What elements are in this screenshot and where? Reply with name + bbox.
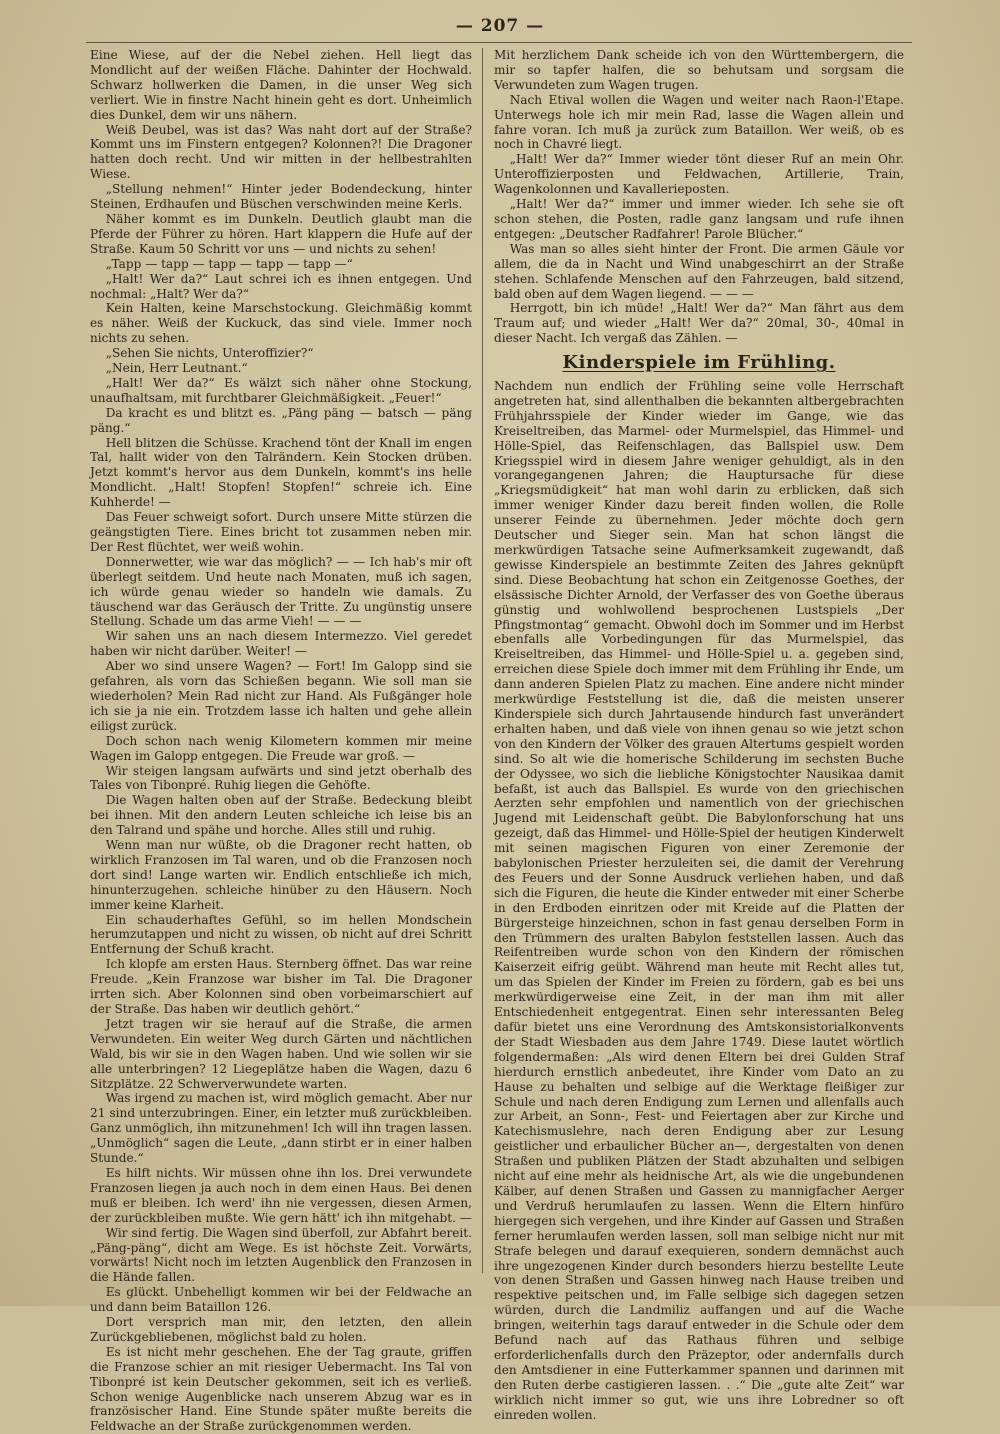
left-paragraph: Weiß Deubel, was ist das? Was naht dort auf der Straße? Kommt uns im Finstern entgegen? Kolonnen?! Die Dragoner hatten doch recht. Und wir mitten in der hellbestrahlten Wiese. [90,122,472,182]
left-paragraph: „Nein, Herr Leutnant.“ [105,361,248,376]
left-paragraph: Dort versprich man mir, den letzten, den allein Zurückgebliebenen, möglichst bald zu holen. [90,1315,472,1344]
left-paragraph: Aber wo sind unsere Wagen? — Fort! Im Galopp sind sie gefahren, als vorn das Schießen begann. Wie soll man sie wiederholen? Mein Rad nicht zur Hand. Als Fußgänger hole ich sie ja nie ein. Trotzdem lasse ich halten und gehe allein eiligst zurück. [90,659,472,733]
left-paragraph: Wir sahen uns an nach diesem Intermezzo. Viel geredet haben wir nicht darüber. Weiter! — [90,629,472,659]
column-divider [482,48,483,1273]
section-title: Kinderspiele im Frühling. [562,352,836,374]
right-top-paragraph: „Halt! Wer da?“ Immer wieder tönt dieser Ruf an mein Ohr. Unteroffizierposten und Feldwachen, Artillerie, Train, Wagenkolonnen und Kavallerieposten. [494,152,904,197]
left-paragraph: Kein Halten, keine Marschstockung. Gleichmäßig kommt es näher. Weiß der Kuckuck, das sind viele. Immer noch nichts zu sehen. [90,301,472,346]
header-rule [86,42,912,43]
left-paragraph: „Stellung nehmen!“ Hinter jeder Bodendeckung, hinter Steinen, Erdhaufen und Büschen verschwinden meine Kerls. [90,182,472,212]
right-top-paragraph: Herrgott, bin ich müde! „Halt! Wer da?“ Man fährt aus dem Traum auf; und wieder „Halt! Wer da?“ 20mal, 30-, 40mal in dieser Nacht. Ich vergaß das Zählen. — [494,301,904,346]
left-paragraph: Ein schauderhaftes Gefühl, so im hellen Mondschein herumzutappen und nicht zu wissen, ob nicht auf drei Schritt Entfernung der Schuß kracht. [90,912,472,957]
left-paragraph: Was irgend zu machen ist, wird möglich gemacht. Aber nur 21 sind unterzubringen. Einer, ein letzter muß zurückbleiben. Ganz unmöglich, ihn mitzunehmen! Ich will ihn tragen lassen. „Unmöglich“ sagen die Leute, „dann stirbt er in einer halben Stunde.“ [90,1091,472,1166]
left-paragraph: „Halt! Wer da?“ Es wälzt sich näher ohne Stockung, unaufhaltsam, mit furchtbarer Gleichmäßigkeit. „Feuer!“ [90,375,472,405]
left-paragraph: Hell blitzen die Schüsse. Krachend tönt der Knall im engen Tal, hallt wider von den Talrändern. Kein Stocken drüben. Jetzt kommt's hervor aus dem Dunkeln, kommt's ins helle Mondlicht. „Halt! Stopfen! Stopfen!“ schreie ich. Eine Kuhherde! — [90,435,472,510]
page-number: — 207 — [455,16,545,36]
right-top-paragraph: Mit herzlichem Dank scheide ich von den Württembergern, die mir so tapfer halfen, die so behutsam und sorgsam die Verwundeten zum Wagen trugen. [494,48,904,92]
left-paragraph: Die Wagen halten oben auf der Straße. Bedeckung bleibt bei ihnen. Mit den andern Leuten schleiche ich leise bis an den Talrand und spähe und horche. Alles still und ruhig. [90,793,472,838]
left-paragraph: Es hilft nichts. Wir müssen ohne ihn los. Drei verwundete Franzosen liegen ja auch noch in dem einen Haus. Bei denen muß er bleiben. Ich werd' ihn nie vergessen, diesen Armen, der zurückbleiben mußte. Wie gern hätt' ich ihn mitgehabt. — [90,1165,472,1225]
right-column-bottom-article [494,379,904,1422]
right-top-paragraph: „Halt! Wer da?“ immer und immer wieder. Ich sehe sie oft schon stehen, die Posten, radle ganz langsam und rufe ihnen entgegen: „Deutscher Radfahrer! Parole Blücher.“ [494,197,904,241]
left-paragraph: Wenn man nur wüßte, ob die Dragoner recht hatten, ob wirklich Franzosen im Tal waren, und ob die Franzosen noch dort sind! Lange warten wir. Endlich entschließe ich mich, hinunterzugehen. schleiche hinüber zu den Häusern. Noch immer keine Klarheit. [90,838,472,912]
left-paragraph: Da kracht es und blitzt es. „Päng päng — batsch — päng päng.“ [90,405,472,435]
left-paragraph: „Halt! Wer da?“ Laut schrei ich es ihnen entgegen. Und nochmal: „Halt? Wer da?“ [90,271,472,301]
right-column-top-article [494,48,904,346]
left-paragraph: Eine Wiese, auf der die Nebel ziehen. Hell liegt das Mondlicht auf der weißen Fläche. Dahinter der Hochwald. Schwarz hollwerken die Damen, in die unser Weg sich verliert. Wie in finstre Nacht hinein geht es dort. Unheimlich dies Dunkel, dem wir uns nähern. [90,48,472,122]
right-top-paragraph: Was man so alles sieht hinter der Front. Die armen Gäule vor allem, die da in Nacht und Wind unabgeschirrt an der Straße stehen. Schlafende Menschen auf den Fahrzeugen, bald sitzend, bald oben auf dem Wagen liegend. — — — [494,241,904,301]
left-paragraph: Doch schon nach wenig Kilometern kommen mir meine Wagen im Galopp entgegen. Die Freude war groß. — [90,733,472,763]
left-paragraph: Näher kommt es im Dunkeln. Deutlich glaubt man die Pferde der Führer zu hören. Hart klappern die Hufe auf der Straße. Kaum 50 Schritt vor uns — und nichts zu sehen! [90,211,472,256]
left-paragraph: Donnerwetter, wie war das möglich? — — Ich hab's mir oft überlegt seitdem. Und heute nach Monaten, muß ich sagen, ich würde genau wieder so handeln wie damals. Zu täuschend war das Geräusch der Tritte. Zu ungünstig unsere Stellung. Schade um das arme Vieh! — — — [90,554,472,629]
left-paragraph: Es glückt. Unbehelligt kommen wir bei der Feldwache an und dann beim Bataillon 126. [90,1285,472,1315]
right-top-paragraph: Nach Etival wollen die Wagen und weiter nach Raon-l'Etape. Unterwegs hole ich mir mein Rad, lasse die Wagen allein und fahre voran. Ich muß ja zurück zum Bataillon. Wer weiß, ob es noch in Chavré liegt. [494,92,904,152]
right-column [494,48,904,1422]
left-paragraph: Wir sind fertig. Die Wagen sind überfoll, zur Abfahrt bereit. „Päng-päng“, dicht am Wege. Es ist höchste Zeit. Vorwärts, vorwärts! Nicht noch im letzten Augenblick den Franzosen in die Hände fallen. [90,1225,472,1285]
left-paragraph: Jetzt tragen wir sie herauf auf die Straße, die armen Verwundeten. Ein weiter Weg durch Gärten und nächtlichen Wald, bis wir sie in den Wagen haben. Und wie sollen wir sie alle unterbringen? 12 Liegeplätze haben die Wagen, dazu 6 Sitzplätze. 22 Schwerverwundete warten. [90,1016,472,1091]
left-column [90,48,472,1434]
left-paragraph: Es ist nicht mehr geschehen. Ehe der Tag graute, griffen die Franzose schier an mit riesiger Uebermacht. Ins Tal von Tibonpré ist kein Deutscher gekommen, seit ich es verließ. Schon wenige Augenblicke nach unserem Abzug war es in französischer Hand. Eine Stunde später mußte bereits die Feldwache an der Straße zurückgenommen werden. [90,1344,472,1434]
left-paragraph: Das Feuer schweigt sofort. Durch unsere Mitte stürzen die geängstigten Tiere. Eines bricht tot zusammen neben mir. Der Rest flüchtet, wer weiß wohin. [90,510,472,554]
left-paragraph: Wir steigen langsam aufwärts und sind jetzt oberhalb des Tales von Tibonpré. Ruhig liegen die Gehöfte. [90,763,472,793]
left-paragraph: „Sehen Sie nichts, Unteroffizier?“ [105,346,314,361]
right-bottom-paragraph: Nachdem nun endlich der Frühling seine volle Herrschaft angetreten hat, sind allenthalben die bekannten altbergebrachten Frühjahrsspiele der Kinder wieder im Gange, wie das Kreiseltreiben, das Marmel- oder Murmelspiel, das Himmel- und Hölle-Spiel, das Reifenschlagen, das Ballspiel usw. Dem Kriegsspiel wird in diesem Jahre weniger gehuldigt, als in den vorangegangenen Jahren; die Hauptursache für diese „Kriegsmüdigkeit“ hat man wohl darin zu erblicken, daß sich immer weniger Kinder dazu bereit finden wollen, die Rolle unserer Feinde zu übernehmen. Jeder möchte doch gern Deutscher und Sieger sein. Man hat schon längst die merkwürdigen Tatsache seine Aufmerksamkeit zugewandt, daß gewisse Kinderspiele an bestimmte Zeiten des Jahres geknüpft sind. Diese Beobachtung hat schon ein Zeitgenosse Goethes, der elsässische Dichter Arnold, der Verfasser des von Goethe überaus günstig und wohlwollend besprochenen Lustspiels „Der Pfingstmontag“ gemacht. Obwohl doch im Sommer und im Herbst ebenfalls alle Vorbedingungen für das Murmelspiel, das Kreiseltreiben, das Himmel- und Hölle-Spiel u. a. gegeben sind, erreichen diese Spiele doch immer mit dem Frühling ihr Ende, um dann anderen Spielen Platz zu machen. Eine andere nicht minder merkwürdige Feststellung ist die, daß die meisten unserer Kinderspiele sich durch Jahrtausende hindurch fast unverändert erhalten haben, und daß viele von ihnen genau so wie jetzt schon von den Kindern der Völker des grauen Altertums gespielt worden sind. So alt wie die homerische Schilderung im sechsten Buche der Odyssee, wo sich die liebliche Königstochter Nausikaa damit befaßt, ist auch das Ballspiel. Es wurde von den griechischen Aerzten sehr empfohlen und namentlich von der griechischen Jugend mit Leidenschaft geübt. Die Babylonforschung hat uns gezeigt, daß das Himmel- und Hölle-Spiel der heutigen Kinderwelt mit seinen magischen Figuren von einer Zeremonie der babylonischen Priester herzuleiten sei, die damit der Verehrung des Feuers und der Sonne Ausdruck verliehen haben, und daß sich die Figuren, die heute die Kinder entweder mit einer Scherbe in den Erdboden einritzen oder mit Kreide auf die Platten der Bürgersteige hinzeichnen, schon in fast genau derselben Form in den Trümmern des uralten Babylon feststellen lassen. Auch das Reifentreiben wurde schon von den Kindern der römischen Kaiserzeit eifrig geübt. Während man heute mit Recht alles tut, um das Spielen der Kinder im Freien zu fördern, gab es bei uns merkwürdigerweise eine Zeit, in der man ihm mit aller Entschiedenheit entgegentrat. Einen sehr interessanten Beleg dafür bietet uns eine Verordnung des Amtskonsistorialkonvents der Stadt Wiesbaden aus dem Jahre 1749. Diese lautet wörtlich folgendermaßen: „Als wird denen Eltern bei drei Gulden Straf hierdurch ernstlich anbedeutet, ihre Kinder vom Dato an zu Hause zu behalten und selbige auf die Werktage fleißiger zur Schule und nach deren Endigung zum Lernen und allenfalls auch zur Arbeit, an Sonn-, Fest- und Feiertagen aber zur Kirche und Katechismuslehre, nach deren Endigung aber zur Lesung geistlicher und erbaulicher Bücher an—, dergestalten von denen Straßen und publiken Plätzen der Stadt abzuhalten und selbigen nicht auf eine mehr als heidnische Art, als wie die ungebundenen Kälber, auf denen Straßen und Gassen zu mannigfacher Aerger und Verdruß herumlaufen zu lassen. Wenn die Eltern hinfüro hiergegen sich vergehen, und ihre Kinder auf Gassen und Straßen ferner herumlaufen werden lassen, soll man selbige nicht nur mit Strafe belegen und darauf exequieren, sondern demnächst auch ihre ungezogenen Kinder durch besonders hierzu bestellte Leute von denen Straßen und Gassen hinweg nach Hause treiben und respektive peitschen und, im Falle selbige sich dagegen setzen würden, durch die Landmiliz auffangen und auf die Wache bringen, weiterhin tags darauf entweder in die Schule oder dem Befund nach auf das Rathaus führen und selbige erforderlichenfalls durch den Präzeptor, oder andernfalls durch den Amtsdiener in eine Futterkammer spannen und darinnen mit den Ruten derbe castigieren lassen. . .“ Die „gute alte Zeit“ war wirklich nicht immer so gut, wie uns ihre Lobredner so oft einreden wollen. [494,379,904,1422]
left-paragraph: Ich klopfe am ersten Haus. Sternberg öffnet. Das war reine Freude. „Kein Franzose war bisher im Tal. Die Dragoner irrten sich. Aber Kolonnen sind oben vorbeimarschiert auf der Straße. Das haben wir deutlich gehört.“ [90,957,472,1016]
left-paragraph: „Tapp — tapp — tapp — tapp — tapp —“ [105,256,353,271]
